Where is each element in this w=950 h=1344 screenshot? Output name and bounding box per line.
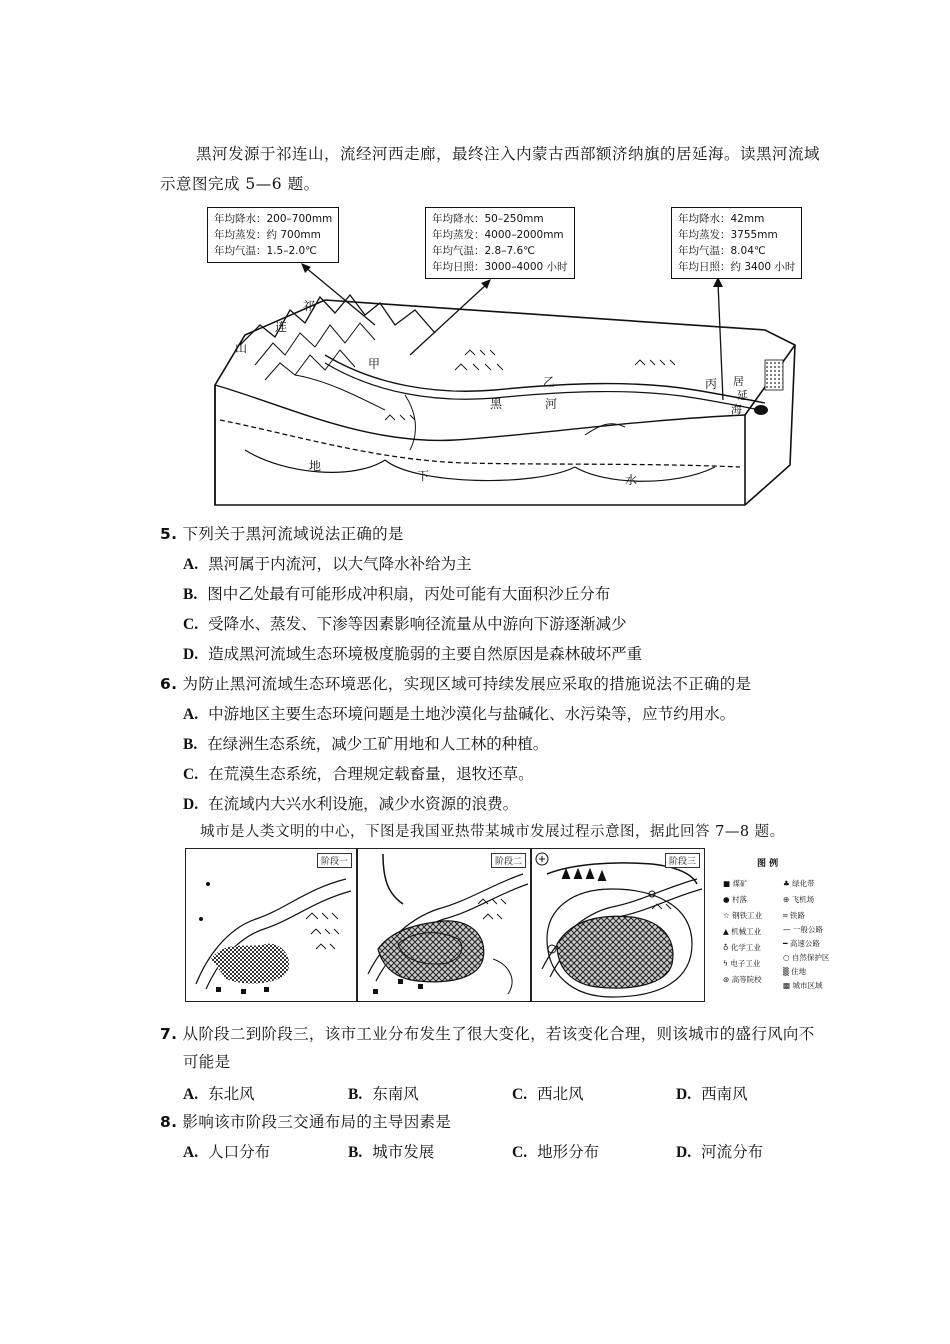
info-box-upstream [207,207,339,263]
q5-option-b[interactable] [183,582,610,604]
legend-airport [783,894,814,905]
label-xia: 下 [417,469,430,483]
dot-icon: ● [723,895,730,904]
legend-residential [783,966,806,977]
legend-label: 化学工业 [730,943,761,952]
q8-option-d[interactable] [676,1140,763,1162]
tree-icon: ♣ [783,879,790,888]
legend [713,848,858,1000]
label-hai: 海 [731,403,742,416]
legend-university [723,974,762,985]
label-jia: 甲 [368,357,381,371]
q7-option-letter: D. [676,1086,692,1103]
flask-icon: ♁ [723,943,729,952]
hatched-area-icon: ▩ [783,981,791,990]
legend-village [723,894,747,905]
q8-option-c[interactable] [512,1140,599,1162]
q8-option-letter: D. [676,1144,692,1161]
q8-option-a[interactable] [183,1140,270,1162]
label-yi: 乙 [543,375,556,389]
q7-option-b[interactable] [348,1082,419,1104]
q8-option-b[interactable] [348,1140,434,1162]
q6-option-text: 在流域内大兴水利设施，减少水资源的浪费。 [208,795,519,813]
label-qi: 祁 [303,299,316,313]
dotted-box-icon: ▒ [783,967,789,976]
legend-nature-reserve [783,952,829,963]
label-di: 地 [309,459,322,473]
legend-urban-area [783,980,822,991]
question-5 [160,522,404,544]
question-8-number: 8. [160,1113,178,1131]
question-8 [160,1110,451,1132]
question-7-number: 7. [160,1025,178,1043]
info-box-midstream [425,207,575,279]
info-downstream-line: 年均降水：42mm [678,213,765,225]
legend-steel [723,910,762,921]
legend-label: 住地 [791,967,807,976]
q8-option-text: 河流分布 [701,1143,764,1161]
q8-option-letter: B. [348,1144,363,1161]
legend-label: 自然保护区 [791,953,830,962]
intro-2-line-1: 城市是人类文明的中心，下图是我国亚热带某城市发展过程示意图，据此回答 7—8 题。 [200,824,785,840]
stage-2-panel [357,848,531,1002]
question-7 [160,1022,815,1044]
q7-option-letter: C. [512,1086,528,1103]
legend-electronics [723,958,760,969]
legend-label: 城市区域 [792,981,823,990]
q5-option-letter: B. [183,586,198,603]
label-bing: 丙 [705,377,718,391]
q6-option-letter: B. [183,736,198,753]
info-midstream-line: 年均蒸发：4000–2000mm [432,229,564,241]
q8-option-text: 人口分布 [208,1143,271,1161]
q6-option-letter: A. [183,706,199,723]
q5-option-d[interactable] [183,642,642,664]
info-upstream-line: 年均蒸发：约 700mm [214,229,321,241]
q6-option-c[interactable] [183,762,534,784]
q5-option-text: 黑河属于内流河，以大气降水补给为主 [208,555,472,573]
stage-1-panel [185,848,357,1002]
legend-title: 图 例 [757,859,779,869]
question-6-stem: 为防止黑河流域生态环境恶化，实现区域可持续发展应采取的措施说法不正确的是 [182,675,752,693]
info-midstream-line: 年均气温：2.8–7.6℃ [432,245,535,257]
legend-label: 飞机场 [791,895,815,904]
q8-option-letter: C. [512,1144,528,1161]
legend-label: 绿化带 [792,879,815,888]
info-downstream-line: 年均日照：约 3400 小时 [678,261,796,273]
q5-option-letter: C. [183,616,199,633]
legend-label: 煤矿 [732,879,748,888]
triangle-icon: ▲ [723,927,729,936]
stage-3-map [532,849,704,1001]
q8-option-letter: A. [183,1144,199,1161]
q8-option-text: 地形分布 [537,1143,600,1161]
label-shui: 水 [625,473,638,487]
intro-1-line-1: 黑河发源于祁连山，流经河西走廊，最终注入内蒙古西部额济纳旗的居延海。读黑河流域 [196,145,821,163]
legend-road [783,924,823,935]
info-midstream-line: 年均降水：50–250mm [432,213,544,225]
question-5-number: 5. [160,525,178,543]
info-upstream-line: 年均气温：1.5–2.0℃ [214,245,317,257]
question-6 [160,672,751,694]
q7-option-text: 西北风 [537,1085,584,1103]
legend-chemical [723,942,761,953]
question-7-stem-line-1: 从阶段二到阶段三，该市工业分布发生了很大变化，若该变化合理，则该城市的盛行风向不 [182,1025,815,1043]
legend-label: 机械工业 [731,927,762,936]
stage-3-label: 阶段三 [665,853,700,868]
q5-option-text: 造成黑河流域生态环境极度脆弱的主要自然原因是森林破坏严重 [208,645,643,663]
info-downstream-line: 年均蒸发：3755mm [678,229,778,241]
stage-2-map [358,849,530,1001]
question-7-stem-line-2: 可能是 [183,1053,231,1071]
q6-option-b[interactable] [183,732,548,754]
legend-greenbelt [783,878,815,889]
info-upstream-line: 年均降水：200–700mm [214,213,333,225]
stage-2-label: 阶段二 [491,853,526,868]
legend-label: 高等院校 [731,975,762,984]
question-8-stem: 影响该市阶段三交通布局的主导因素是 [182,1113,452,1131]
q6-option-letter: D. [183,796,199,813]
legend-label: 村落 [731,895,747,904]
q5-option-letter: D. [183,646,199,663]
railway-line-icon: ═ [783,911,788,920]
airport-icon: ⊕ [783,895,790,904]
city-development-figure [185,848,860,1004]
star-icon: ☆ [723,911,730,920]
q6-option-text: 中游地区主要生态环境问题是土地沙漠化与盐碱化、水污染等，应节约用水。 [208,705,736,723]
info-box-downstream [671,207,802,279]
stage-1-map [186,849,356,1001]
q7-option-a[interactable] [183,1082,255,1104]
intro-1-line-2: 示意图完成 5—6 题。 [160,175,320,193]
question-5-stem: 下列关于黑河流域说法正确的是 [182,525,404,543]
q5-option-c[interactable] [183,612,627,634]
lightning-icon: ϟ [723,959,728,968]
legend-coal-mine [723,878,747,889]
label-lian: 连 [275,320,288,334]
q7-option-c[interactable] [512,1082,584,1104]
square-icon: ■ [723,879,731,888]
q7-option-letter: A. [183,1086,199,1103]
q5-option-a[interactable] [183,552,472,574]
q6-option-d[interactable] [183,792,518,814]
road-line-icon: — [783,925,791,934]
legend-label: 铁路 [789,911,805,920]
stage-3-panel [531,848,705,1002]
circled-star-icon: ⊛ [723,975,730,984]
q7-option-text: 西南风 [701,1085,748,1103]
info-midstream-line: 年均日照：3000–4000 小时 [432,261,568,273]
q7-option-letter: B. [348,1086,363,1103]
legend-machinery [723,926,761,937]
q7-option-text: 东北风 [208,1085,255,1103]
q6-option-a[interactable] [183,702,735,724]
label-ju: 居 [733,375,744,388]
heihe-basin-figure [205,205,800,510]
q7-option-d[interactable] [676,1082,748,1104]
q6-option-text: 在绿洲生态系统，减少工矿用地和人工林的种植。 [207,735,549,753]
legend-label: 一般公路 [792,925,823,934]
q5-option-text: 受降水、蒸发、下渗等因素影响径流量从中游向下游逐渐减少 [208,615,627,633]
legend-label: 钢铁工业 [732,911,763,920]
label-shan: 山 [235,341,248,355]
q7-option-text: 东南风 [372,1085,419,1103]
highway-line-icon: ━ [783,939,788,948]
info-downstream-line: 年均气温：8.04℃ [678,245,766,257]
q6-option-letter: C. [183,766,199,783]
legend-label: 电子工业 [730,959,761,968]
stage-1-label: 阶段一 [317,853,352,868]
legend-highway [783,938,820,949]
label-hei: 黑 [490,397,503,411]
legend-label: 高速公路 [789,939,820,948]
q6-option-text: 在荒漠生态系统，合理规定载畜量，退牧还草。 [208,765,534,783]
circle-icon: ○ [783,953,790,962]
q5-option-letter: A. [183,556,199,573]
q8-option-text: 城市发展 [372,1143,435,1161]
q5-option-text: 图中乙处最有可能形成冲积扇，丙处可能有大面积沙丘分布 [207,585,611,603]
legend-railway [783,910,805,921]
question-6-number: 6. [160,675,178,693]
label-yan: 延 [737,389,748,402]
label-he: 河 [545,397,558,411]
